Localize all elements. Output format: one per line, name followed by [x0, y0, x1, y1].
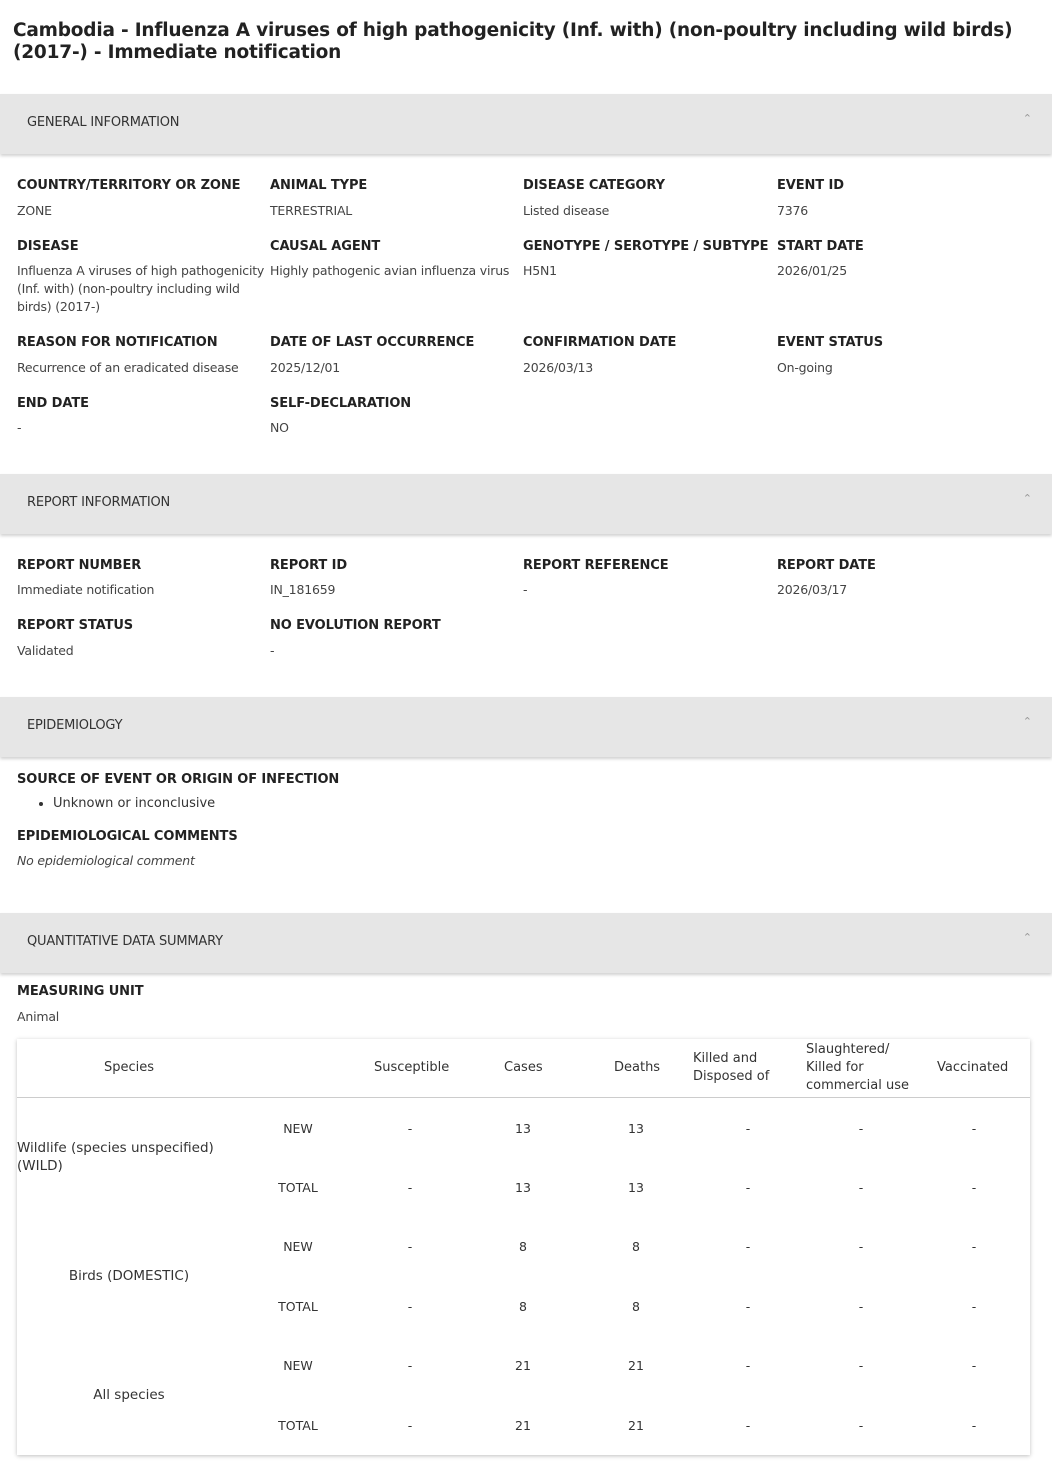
disease-label: DISEASE [17, 239, 79, 254]
deaths-cell: 8 [632, 1239, 640, 1254]
table-divider [17, 1097, 1030, 1098]
vaccinated-cell: - [971, 1239, 977, 1254]
start-date-label: START DATE [777, 239, 864, 254]
page-title: Cambodia - Influenza A viruses of high pathogenicity (Inf. with) (non-poultry including wild birds) (2017-) - Immediate notification [13, 20, 1013, 63]
slaughtered-cell: - [858, 1180, 864, 1195]
col-deaths: Deaths [614, 1060, 661, 1075]
list-item: • Unknown or inconclusive [53, 795, 215, 813]
cases-cell: 13 [515, 1180, 531, 1195]
self-declaration-value: NO [270, 420, 289, 435]
reason-label: REASON FOR NOTIFICATION [17, 335, 218, 350]
species-cell: All species [93, 1387, 165, 1403]
slaughtered-cell: - [858, 1358, 864, 1373]
chevron-up-icon[interactable]: ⌃ [1022, 112, 1032, 125]
deaths-cell: 13 [628, 1180, 644, 1195]
animal-type-label: ANIMAL TYPE [270, 178, 368, 193]
report-id-value: IN_181659 [270, 582, 336, 597]
event-id-label: EVENT ID [777, 178, 844, 193]
susceptible-cell: - [407, 1299, 413, 1314]
cases-cell: 8 [519, 1239, 527, 1254]
slaughtered-cell: - [858, 1299, 864, 1314]
event-status-label: EVENT STATUS [777, 335, 883, 350]
vaccinated-cell: - [971, 1299, 977, 1314]
confirmation-date-value: 2026/03/13 [523, 360, 594, 375]
quantitative-header[interactable] [0, 913, 1052, 973]
vaccinated-cell: - [971, 1358, 977, 1373]
causal-agent-label: CAUSAL AGENT [270, 239, 381, 254]
event-status-value: On-going [777, 360, 833, 375]
animal-type-value: TERRESTRIAL [270, 203, 353, 218]
disease-category-value: Listed disease [523, 203, 610, 218]
epidemiology-header[interactable] [0, 697, 1052, 757]
section-title: QUANTITATIVE DATA SUMMARY [27, 934, 223, 949]
last-occurrence-label: DATE OF LAST OCCURRENCE [270, 335, 475, 350]
deaths-cell: 8 [632, 1299, 640, 1314]
species-cell: Wildlife (species unspecified) (WILD) [17, 1140, 214, 1174]
report-id-label: REPORT ID [270, 558, 348, 573]
col-susceptible: Susceptible [374, 1060, 450, 1075]
disease-value: Influenza A viruses of high pathogenicity (Inf. with) (non-poultry including wild birds) (2017-) [17, 263, 265, 314]
susceptible-cell: - [407, 1418, 413, 1433]
end-date-value: - [17, 420, 22, 435]
last-occurrence-value: 2025/12/01 [270, 360, 341, 375]
vaccinated-cell: - [971, 1121, 977, 1136]
event-id-value: 7376 [777, 203, 809, 218]
cases-cell: 8 [519, 1299, 527, 1314]
quantitative-table [17, 1039, 1030, 1455]
killed-cell: - [745, 1358, 751, 1373]
row-type: NEW [283, 1121, 313, 1136]
report-information-header[interactable] [0, 474, 1052, 534]
row-type: NEW [283, 1239, 313, 1254]
susceptible-cell: - [407, 1358, 413, 1373]
slaughtered-cell: - [858, 1239, 864, 1254]
section-title: REPORT INFORMATION [27, 495, 171, 510]
slaughtered-cell: - [858, 1121, 864, 1136]
cases-cell: 13 [515, 1121, 531, 1136]
report-number-value: Immediate notification [17, 582, 155, 597]
report-number-label: REPORT NUMBER [17, 558, 142, 573]
confirmation-date-label: CONFIRMATION DATE [523, 335, 677, 350]
col-vaccinated: Vaccinated [937, 1060, 1009, 1075]
source-label: SOURCE OF EVENT OR ORIGIN OF INFECTION [17, 772, 340, 787]
row-type: TOTAL [278, 1418, 318, 1433]
report-date-label: REPORT DATE [777, 558, 876, 573]
report-reference-value: - [523, 582, 528, 597]
measuring-unit-value: Animal [17, 1009, 60, 1024]
no-evolution-label: NO EVOLUTION REPORT [270, 618, 441, 633]
slaughtered-cell: - [858, 1418, 864, 1433]
row-type: NEW [283, 1358, 313, 1373]
section-title: EPIDEMIOLOGY [27, 718, 123, 733]
source-list [17, 795, 215, 813]
chevron-up-icon[interactable]: ⌃ [1022, 931, 1032, 944]
epi-comments-value: No epidemiological comment [17, 853, 195, 868]
deaths-cell: 13 [628, 1121, 644, 1136]
row-type: TOTAL [278, 1180, 318, 1195]
killed-cell: - [745, 1180, 751, 1195]
vaccinated-cell: - [971, 1180, 977, 1195]
report-date-value: 2026/03/17 [777, 582, 848, 597]
vaccinated-cell: - [971, 1418, 977, 1433]
country-value: ZONE [17, 203, 52, 218]
col-cases: Cases [504, 1060, 543, 1075]
deaths-cell: 21 [628, 1358, 644, 1373]
col-species: Species [104, 1060, 155, 1075]
cases-cell: 21 [515, 1358, 531, 1373]
row-type: TOTAL [278, 1299, 318, 1314]
country-label: COUNTRY/TERRITORY OR ZONE [17, 178, 241, 193]
causal-agent-value: Highly pathogenic avian influenza virus [270, 263, 510, 278]
killed-cell: - [745, 1299, 751, 1314]
genotype-label: GENOTYPE / SEROTYPE / SUBTYPE [523, 239, 769, 254]
killed-cell: - [745, 1418, 751, 1433]
general-information-header[interactable] [0, 94, 1052, 154]
col-slaughtered: Slaughtered/ Killed for commercial use [806, 1042, 909, 1093]
species-cell: Birds (DOMESTIC) [68, 1268, 190, 1284]
susceptible-cell: - [407, 1180, 413, 1195]
end-date-label: END DATE [17, 396, 89, 411]
no-evolution-value: - [270, 643, 275, 658]
report-reference-label: REPORT REFERENCE [523, 558, 669, 573]
killed-cell: - [745, 1239, 751, 1254]
susceptible-cell: - [407, 1239, 413, 1254]
deaths-cell: 21 [628, 1418, 644, 1433]
killed-cell: - [745, 1121, 751, 1136]
susceptible-cell: - [407, 1121, 413, 1136]
start-date-value: 2026/01/25 [777, 263, 848, 278]
measuring-unit-label: MEASURING UNIT [17, 984, 144, 999]
epi-comments-label: EPIDEMIOLOGICAL COMMENTS [17, 829, 238, 844]
col-killed: Killed and Disposed of [693, 1051, 770, 1084]
self-declaration-label: SELF-DECLARATION [270, 396, 412, 411]
chevron-up-icon[interactable]: ⌃ [1022, 715, 1032, 728]
cases-cell: 21 [515, 1418, 531, 1433]
report-status-label: REPORT STATUS [17, 618, 134, 633]
genotype-value: H5N1 [523, 263, 557, 278]
report-status-value: Validated [17, 643, 74, 658]
reason-value: Recurrence of an eradicated disease [17, 360, 239, 375]
chevron-up-icon[interactable]: ⌃ [1022, 492, 1032, 505]
section-title: GENERAL INFORMATION [27, 115, 180, 130]
disease-category-label: DISEASE CATEGORY [523, 178, 665, 193]
